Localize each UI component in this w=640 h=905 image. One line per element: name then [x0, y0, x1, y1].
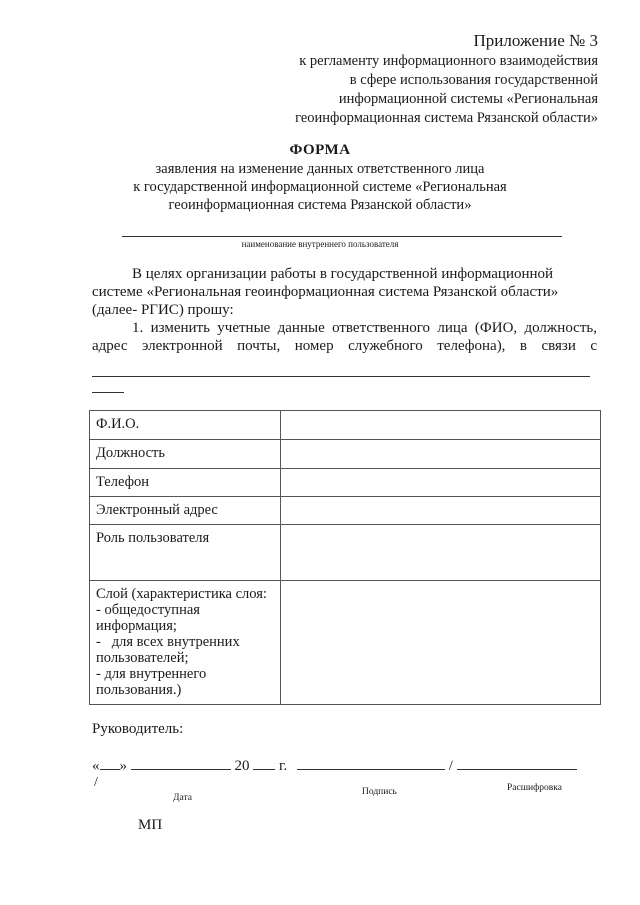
layer-label-line: пользователей; — [96, 650, 189, 666]
slash-continued: / — [94, 775, 98, 790]
layer-label-line: пользования.) — [96, 682, 182, 698]
table-row — [90, 581, 601, 705]
appendix-line: геоинформационная система Рязанской области» — [295, 110, 598, 126]
stamp-place: МП — [138, 817, 163, 833]
role-field[interactable] — [281, 525, 601, 581]
appendix-line: к регламенту информационного взаимодействия — [299, 53, 598, 69]
appendix-header — [295, 30, 598, 128]
date-caption: Дата — [173, 793, 192, 803]
paragraph-line: 1. изменить учетные данные ответственного лица (ФИО, должность, — [132, 320, 597, 336]
month-blank[interactable] — [131, 757, 231, 770]
layer-label — [90, 581, 281, 705]
decode-caption: Расшифровка — [507, 783, 562, 793]
reason-blank-line-short[interactable] — [92, 392, 124, 393]
row-label: Должность — [90, 440, 281, 469]
user-data-table — [89, 410, 601, 705]
table-row — [90, 525, 601, 581]
layer-label-line: - для всех внутренних — [96, 634, 240, 650]
slash: / — [448, 758, 453, 774]
quote-close: » — [119, 758, 127, 774]
year-blank[interactable] — [253, 757, 275, 770]
layer-label-line: Слой (характеристика слоя: — [96, 586, 267, 602]
appendix-line: информационной системы «Региональная — [338, 91, 598, 107]
year-prefix: 20 — [234, 758, 250, 774]
decode-blank[interactable] — [457, 757, 577, 770]
position-field[interactable] — [281, 440, 601, 469]
paragraph-line: (далее- РГИС) прошу: — [92, 302, 234, 318]
table-row — [90, 411, 601, 440]
signature-row — [92, 757, 602, 775]
paragraph-line: В целях организации работы в государственной информационной — [132, 266, 554, 282]
form-subtitle-line: заявления на изменение данных ответственного лица — [155, 161, 485, 177]
signature-blank[interactable] — [297, 757, 445, 770]
day-blank[interactable] — [100, 757, 120, 770]
sign-caption: Подпись — [362, 787, 397, 797]
paragraph-line: адрес электронной почты, номер служебного телефона), в связи с — [92, 338, 597, 354]
row-label: Ф.И.О. — [90, 411, 281, 440]
layer-label-line: - для внутреннего — [96, 666, 207, 682]
year-suffix: г. — [279, 758, 288, 774]
row-label: Электронный адрес — [90, 497, 281, 525]
fio-field[interactable] — [281, 411, 601, 440]
internal-user-caption: наименование внутреннего пользователя — [241, 239, 399, 249]
layer-label-line: информация; — [96, 618, 177, 634]
head-label: Руководитель: — [92, 721, 184, 737]
row-label: Телефон — [90, 469, 281, 497]
layer-field[interactable] — [281, 581, 601, 705]
layer-label-line: - общедоступная — [96, 602, 200, 618]
phone-field[interactable] — [281, 469, 601, 497]
email-field[interactable] — [281, 497, 601, 525]
form-title: ФОРМА — [289, 142, 351, 158]
table-row — [90, 440, 601, 469]
table-row — [90, 497, 601, 525]
form-title-block — [0, 140, 640, 214]
form-subtitle-line: геоинформационная система Рязанской области» — [168, 197, 472, 213]
internal-user-blank-line[interactable] — [122, 236, 562, 237]
request-paragraph — [92, 265, 597, 355]
reason-blank-line[interactable] — [92, 376, 590, 377]
form-subtitle-line: к государственной информационной системе «Региональная — [133, 179, 507, 195]
quote-open: « — [92, 758, 100, 774]
row-label: Роль пользователя — [90, 525, 281, 581]
table-row — [90, 469, 601, 497]
appendix-line: в сфере использования государственной — [349, 72, 598, 88]
paragraph-line: системе «Региональная геоинформационная система Рязанской области» — [92, 284, 559, 300]
appendix-number: Приложение № 3 — [473, 31, 598, 50]
